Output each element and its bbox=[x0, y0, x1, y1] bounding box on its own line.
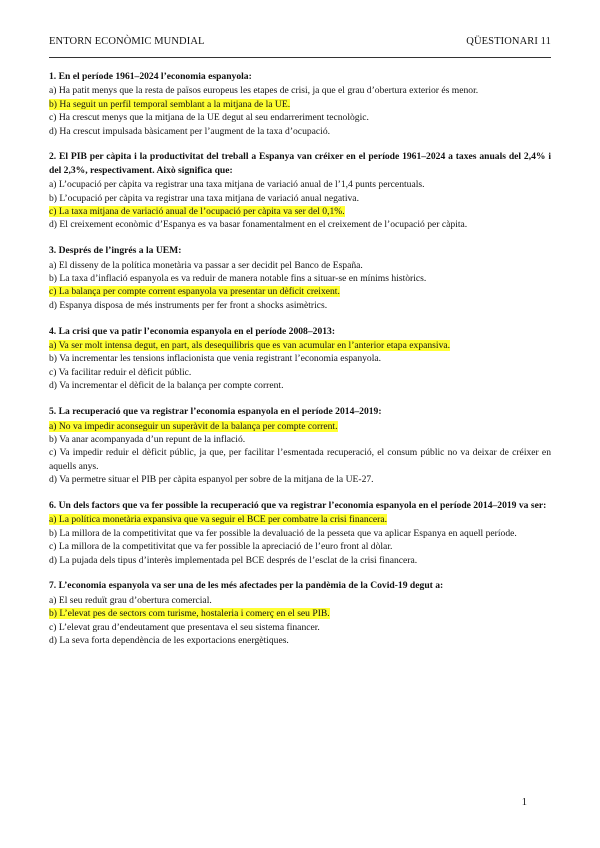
question-block bbox=[49, 499, 551, 567]
questions-list bbox=[49, 70, 551, 660]
answer-option bbox=[49, 352, 551, 365]
question-block bbox=[49, 150, 551, 231]
answer-option-text: c) Ha crescut menys que la mitjana de la UE degut al seu endarreriment tecnològic. bbox=[49, 112, 369, 124]
answer-option bbox=[49, 634, 551, 647]
question-title: 2. El PIB per càpita i la productivitat del treball a Espanya van créixer en el període 1961–2024 a taxes anuals del 2,4% i del 2,3%, respectivament. Això significa que: bbox=[49, 151, 551, 176]
question-title: 3. Després de l’ingrés a la UEM: bbox=[49, 245, 182, 257]
answer-option-text: d) Va permetre situar el PIB per càpita espanyol per sobre de la mitjana de la UE-27. bbox=[49, 474, 374, 486]
question-title: 6. Un dels factors que va fer possible la recuperació que va registrar l’economia espanyola en el període 2014–2019 va ser: bbox=[49, 499, 547, 511]
answer-option bbox=[49, 192, 551, 205]
question-block bbox=[49, 325, 551, 393]
answer-option-highlighted bbox=[49, 513, 551, 526]
answer-option-text: a) El seu reduït grau d’obertura comercial. bbox=[49, 594, 212, 606]
answer-option-text: c) Va facilitar reduir el dèficit públic. bbox=[49, 366, 192, 378]
question-title: 5. La recuperació que va registrar l’economia espanyola en el període 2014–2019: bbox=[49, 406, 382, 418]
answer-option-text: c) Va impedir reduir el dèficit públic, ja que, per facilitar l’esmentada recuperació, el consum públic no va deixar de créixer en aquells anys. bbox=[49, 447, 551, 472]
answer-option bbox=[49, 259, 551, 272]
answer-option-text: d) La seva forta dependència de les exportacions energètiques. bbox=[49, 634, 289, 646]
answer-option-text: d) Va incrementar el dèficit de la balança per compte corrent. bbox=[49, 380, 284, 392]
answer-option-text: a) El disseny de la política monetària va passar a ser decidit pel Banco de España. bbox=[49, 259, 363, 271]
answer-option-text: d) Ha crescut impulsada bàsicament per l’augment de la taxa d’ocupació. bbox=[49, 125, 331, 137]
page-number: 1 bbox=[521, 797, 527, 808]
answer-option-text: c) La balança per compte corrent espanyola va presentar un dèficit creixent. bbox=[49, 286, 340, 298]
answer-option-text: b) L’elevat pes de sectors com turisme, hostaleria i comerç en el seu PIB. bbox=[49, 608, 330, 620]
answer-option bbox=[49, 527, 551, 540]
answer-option-text: a) L’ocupació per càpita va registrar una taxa mitjana de variació anual de l’1,4 punts percentuals. bbox=[49, 179, 425, 191]
answer-option-text: b) Ha seguit un perfil temporal semblant a la mitjana de la UE. bbox=[49, 98, 291, 110]
answer-option-text: a) No va impedir aconseguir un superàvit de la balança per compte corrent. bbox=[49, 420, 338, 432]
question-title: 4. La crisi que va patir l’economia espanyola en el període 2008–2013: bbox=[49, 325, 336, 337]
answer-option-text: d) Espanya disposa de més instruments per fer front a shocks asimètrics. bbox=[49, 299, 328, 311]
answer-option-text: a) Ha patit menys que la resta de països europeus les etapes de crisi, ja que el grau d’obertura exterior és menor. bbox=[49, 85, 479, 97]
answer-option bbox=[49, 379, 551, 392]
answer-option-text: d) El creixement econòmic d’Espanya es va basar fonamentalment en el creixement de l’ocupació per càpita. bbox=[49, 219, 468, 231]
answer-option bbox=[49, 218, 551, 231]
answer-option bbox=[49, 540, 551, 553]
answer-option-text: b) La millora de la competitivitat que va fer possible la devaluació de la pesseta que va aplicar Espanya en aquell període. bbox=[49, 527, 517, 539]
answer-option-highlighted bbox=[49, 285, 551, 298]
answer-option-highlighted bbox=[49, 339, 551, 352]
answer-option-highlighted bbox=[49, 420, 551, 433]
answer-option bbox=[49, 473, 551, 486]
answer-option-highlighted bbox=[49, 205, 551, 218]
answer-option bbox=[49, 446, 551, 473]
answer-option bbox=[49, 554, 551, 567]
answer-option-text: b) Va incrementar les tensions inflacionista que venia registrant l’economia espanyola. bbox=[49, 353, 382, 365]
answer-option-text: d) La pujada dels tipus d’interès implementada pel BCE després de l’esclat de la crisi financera. bbox=[49, 554, 418, 566]
answer-option bbox=[49, 272, 551, 285]
question-block bbox=[49, 70, 551, 138]
answer-option bbox=[49, 84, 551, 97]
answer-option bbox=[49, 433, 551, 446]
answer-option-highlighted bbox=[49, 607, 551, 620]
answer-option-text: c) La millora de la competitivitat que va fer possible la apreciació de l’euro front al dòlar. bbox=[49, 541, 393, 553]
answer-option bbox=[49, 594, 551, 607]
header-course-title: ENTORN ECONÒMIC MUNDIAL bbox=[49, 36, 205, 47]
answer-option-text: a) Va ser molt intensa degut, en part, als desequilibris que es van acumular en l’anterior etapa expansiva. bbox=[49, 340, 451, 352]
question-title: 7. L’economia espanyola va ser una de les més afectades per la pandèmia de la Covid-19 degut a: bbox=[49, 580, 444, 592]
header-questionnaire-label: QÜESTIONARI 11 bbox=[466, 36, 551, 47]
answer-option bbox=[49, 299, 551, 312]
answer-option-text: c) L’elevat grau d’endeutament que presentava el seu sistema financer. bbox=[49, 621, 320, 633]
answer-option bbox=[49, 111, 551, 124]
answer-option-text: c) La taxa mitjana de variació anual de l’ocupació per càpita va ser del 0,1%. bbox=[49, 206, 345, 218]
answer-option-text: b) Va anar acompanyada d’un repunt de la inflació. bbox=[49, 433, 246, 445]
answer-option bbox=[49, 621, 551, 634]
answer-option-highlighted bbox=[49, 98, 551, 111]
answer-option-text: a) La política monetària expansiva que va seguir el BCE per combatre la crisi financera. bbox=[49, 514, 388, 526]
header-divider bbox=[49, 57, 551, 58]
question-block bbox=[49, 405, 551, 486]
answer-option bbox=[49, 178, 551, 191]
question-title: 1. En el període 1961–2024 l’economia espanyola: bbox=[49, 71, 252, 82]
answer-option bbox=[49, 125, 551, 138]
question-block bbox=[49, 579, 551, 647]
question-block bbox=[49, 244, 551, 312]
answer-option bbox=[49, 366, 551, 379]
answer-option-text: b) La taxa d’inflació espanyola es va reduir de manera notable fins a situar-se en mínims històrics. bbox=[49, 273, 427, 285]
answer-option-text: b) L’ocupació per càpita va registrar una taxa mitjana de variació anual negativa. bbox=[49, 192, 359, 204]
